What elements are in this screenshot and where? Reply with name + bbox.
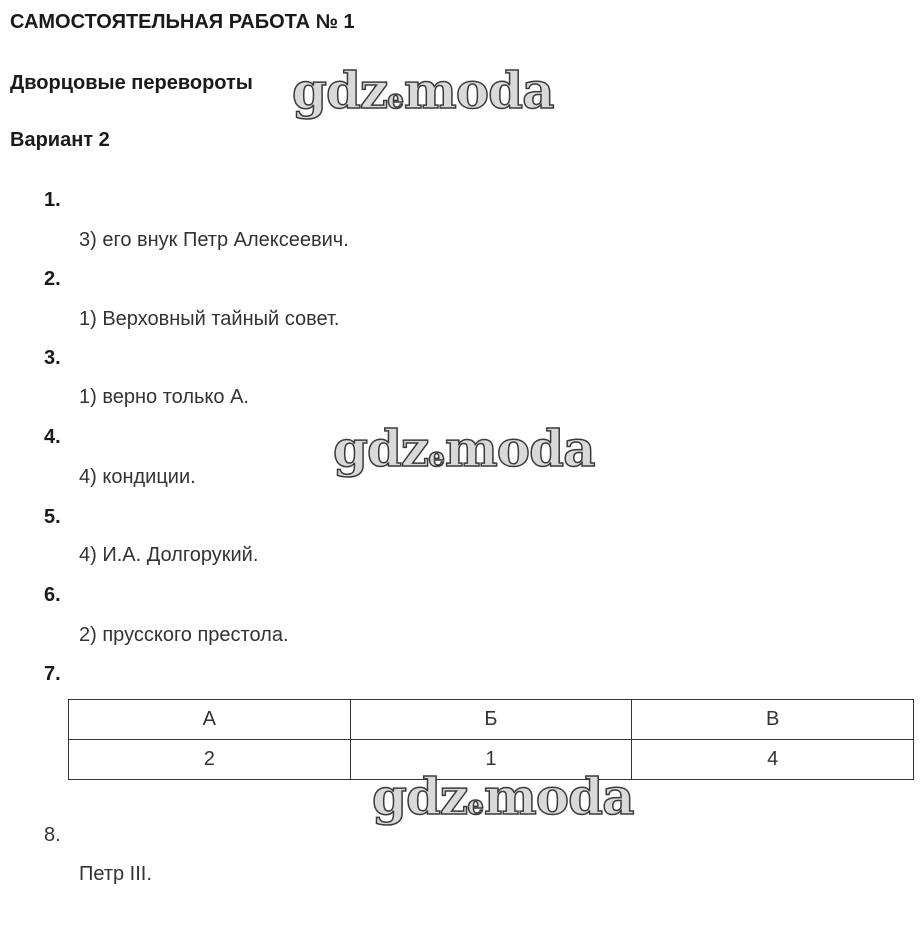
- table-header-row: [69, 700, 914, 740]
- answer-6: 2) прусского престола.: [79, 624, 289, 646]
- answer-3: 1) верно только А.: [79, 386, 249, 408]
- answer-2: 1) Верховный тайный совет.: [79, 308, 340, 330]
- watermark-logo: gdzemoda: [372, 767, 634, 826]
- page-title: САМОСТОЯТЕЛЬНАЯ РАБОТА № 1: [10, 11, 355, 33]
- table-header-cell: А: [69, 700, 351, 740]
- question-number-8: 8.: [44, 824, 61, 846]
- answer-5: 4) И.А. Долгорукий.: [79, 544, 259, 566]
- answer-8: Петр III.: [79, 863, 152, 885]
- question-number-2: 2.: [44, 268, 61, 290]
- question-number-1: 1.: [44, 189, 61, 211]
- question-number-4: 4.: [44, 426, 61, 448]
- watermark-logo: gdzemoda: [292, 61, 554, 120]
- table-header-cell: Б: [350, 700, 632, 740]
- answer-1: 3) его внук Петр Алексеевич.: [79, 229, 349, 251]
- table-cell: 4: [632, 740, 914, 780]
- variant-title: Вариант 2: [10, 129, 110, 151]
- answer-4: 4) кондиции.: [79, 466, 196, 488]
- question-number-5: 5.: [44, 506, 61, 528]
- question-number-3: 3.: [44, 347, 61, 369]
- question-number-7: 7.: [44, 663, 61, 685]
- table-cell: 1: [350, 740, 632, 780]
- table-cell: 2: [69, 740, 351, 780]
- watermark-logo: gdzemoda: [333, 419, 595, 478]
- question-number-6: 6.: [44, 584, 61, 606]
- topic-title: Дворцовые перевороты: [10, 72, 253, 94]
- table-header-cell: В: [632, 700, 914, 740]
